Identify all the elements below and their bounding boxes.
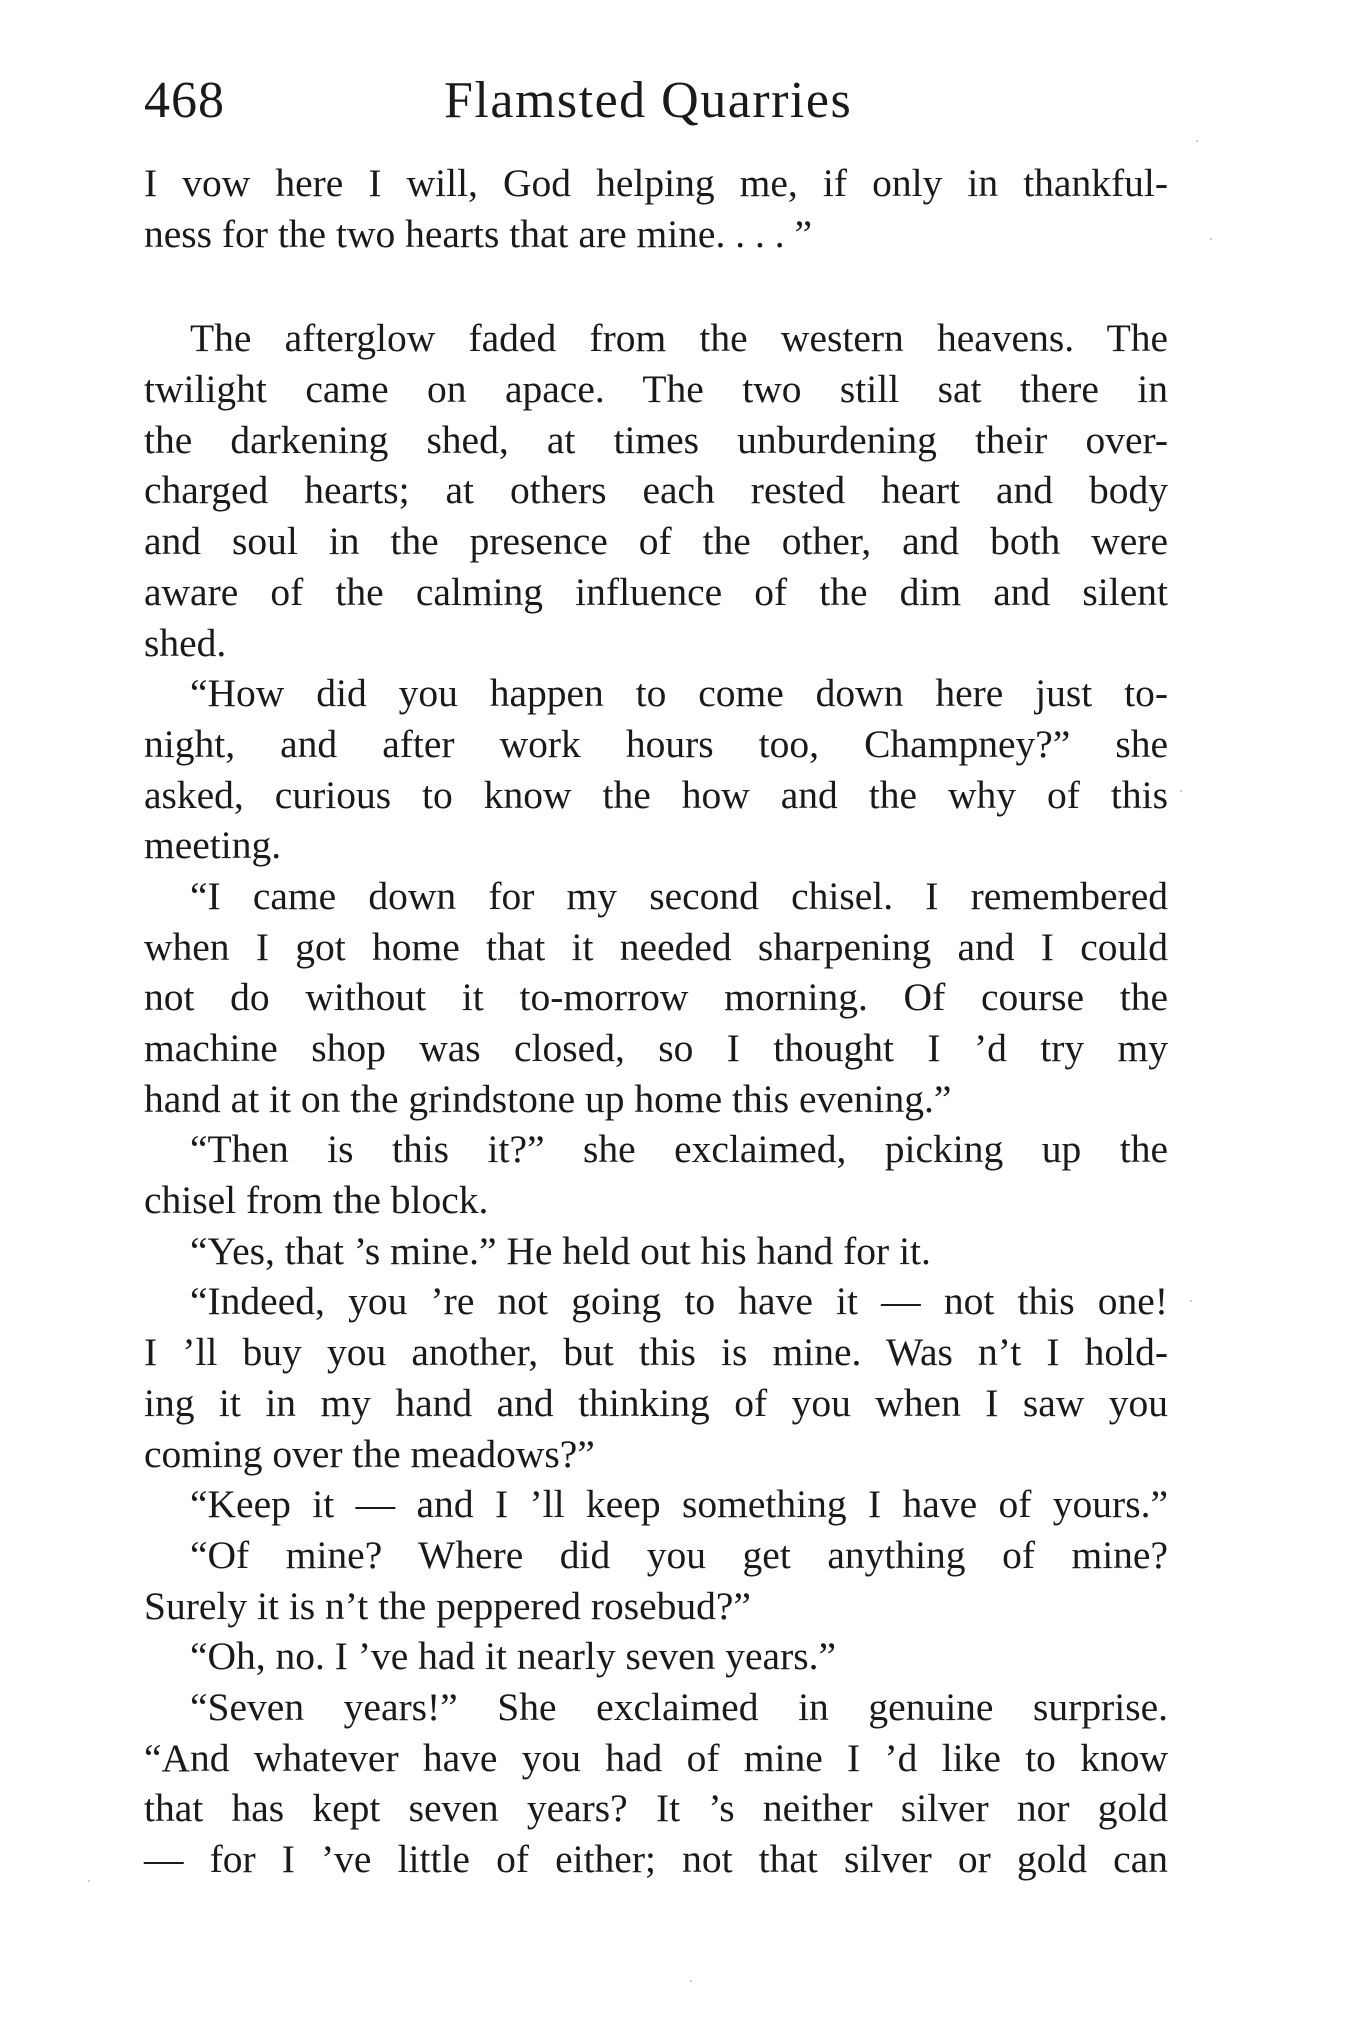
text-line: The afterglow faded from the western heavens. The — [190, 316, 1168, 361]
text-line: “Keep it — and I ’ll keep something I have of yours.” — [190, 1482, 1168, 1527]
paper-speck — [690, 1980, 692, 1982]
paper-speck — [1196, 140, 1198, 142]
text-line: I ’ll buy you another, but this is mine. Was n’t I hold- — [144, 1330, 1168, 1375]
body-text — [144, 158, 1168, 1885]
text-line: and soul in the presence of the other, and both were — [144, 519, 1168, 564]
text-line: that has kept seven years? It ’s neither silver nor gold — [144, 1786, 1168, 1831]
text-line: “Yes, that ’s mine.” He held out his hand for it. — [190, 1228, 931, 1273]
text-line: asked, curious to know the how and the why of this — [144, 772, 1168, 817]
page-header — [144, 66, 1164, 136]
text-line: “Then is this it?” she exclaimed, picking up the — [190, 1127, 1168, 1172]
text-line: ing it in my hand and thinking of you when I saw you — [144, 1380, 1168, 1425]
text-line: — for I ’ve little of either; not that silver or gold can — [144, 1837, 1168, 1881]
text-line: coming over the meadows?” — [144, 1431, 595, 1476]
text-line: Surely it is n’t the peppered rosebud?” — [144, 1583, 751, 1628]
text-line: charged hearts; at others each rested heart and body — [144, 468, 1168, 513]
text-line: “I came down for my second chisel. I remembered — [190, 873, 1168, 918]
text-line: when I got home that it needed sharpening and I could — [144, 924, 1168, 969]
text-line: aware of the calming influence of the dim and silent — [144, 569, 1168, 614]
running-title: Flamsted Quarries — [444, 72, 853, 129]
text-line: not do without it to-morrow morning. Of course the — [144, 975, 1168, 1020]
page-number: 468 — [144, 72, 225, 129]
paper-speck — [88, 1880, 90, 1882]
text-line: “Oh, no. I ’ve had it nearly seven years.” — [190, 1634, 837, 1679]
text-line: “How did you happen to come down here just to- — [190, 671, 1168, 716]
text-line: twilight came on apace. The two still sat there in — [144, 367, 1168, 412]
paper-speck — [1180, 790, 1182, 792]
paper-speck — [1210, 238, 1212, 240]
text-line: the darkening shed, at times unburdening their over- — [144, 417, 1168, 462]
text-line: “And whatever have you had of mine I ’d like to know — [144, 1735, 1168, 1780]
text-line: shed. — [144, 620, 227, 665]
section-break — [144, 259, 1168, 313]
text-line: “Seven years!” She exclaimed in genuine surprise. — [190, 1684, 1168, 1729]
text-line: meeting. — [144, 823, 282, 868]
paper-speck — [1190, 1300, 1192, 1302]
text-line: ness for the two hearts that are mine. . . . ” — [144, 211, 812, 256]
text-line: hand at it on the grindstone up home this evening.” — [144, 1076, 952, 1121]
text-line: “Of mine? Where did you get anything of mine? — [190, 1532, 1168, 1577]
text-line: “Indeed, you ’re not going to have it — not this one! — [190, 1279, 1168, 1324]
text-line: I vow here I will, God helping me, if only in thankful- — [144, 161, 1168, 205]
text-line: night, and after work hours too, Champney?” she — [144, 721, 1168, 766]
text-line: machine shop was closed, so I thought I ’d try my — [144, 1026, 1168, 1070]
text-line: chisel from the block. — [144, 1178, 489, 1223]
